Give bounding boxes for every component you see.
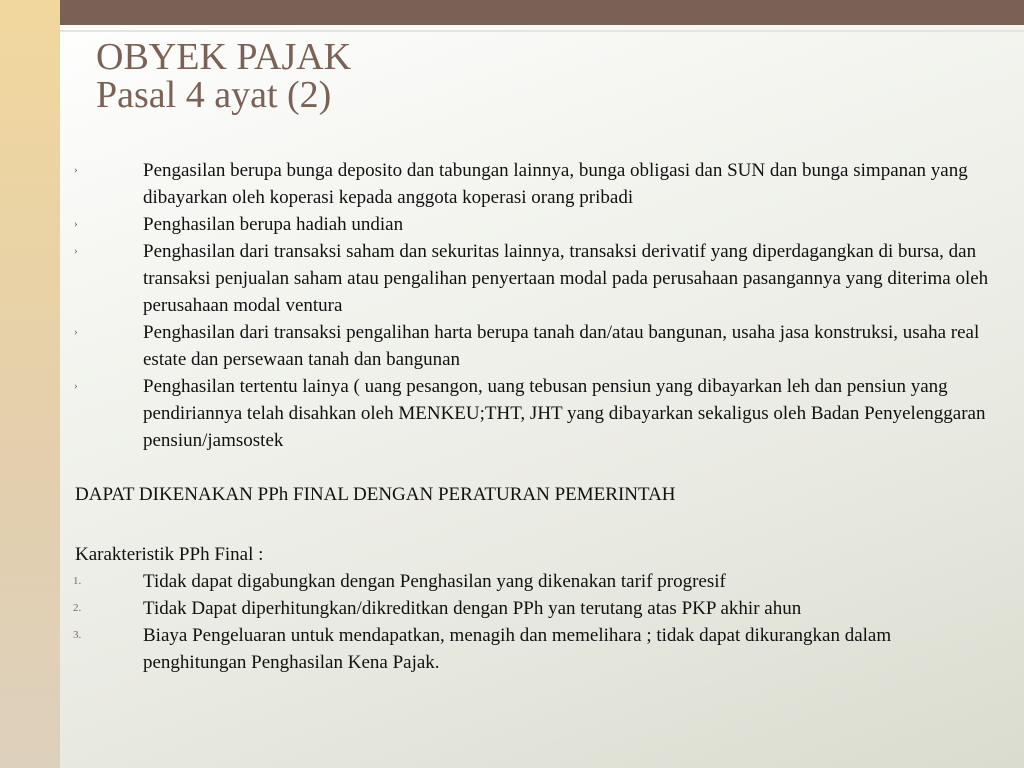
bullet-item [0, 157, 1024, 211]
top-bar [60, 0, 1024, 25]
bullet-text: Penghasilan dari transaksi saham dan sekuritas lainnya, transaksi derivatif yang diperdagangkan di bursa, dan transaksi penjualan saham atau pengalihan penyertaan modal pada perusahaan pasangannya yang diterima oleh perusahaan modal ventura [143, 241, 989, 316]
bullet-item [0, 238, 1024, 319]
item-number: 1. [73, 575, 82, 587]
numbered-item [0, 568, 1024, 595]
title-line-1: OBYEK PAJAK [96, 36, 352, 78]
bullet-item [0, 373, 1024, 454]
chevron-right-icon: › [74, 245, 78, 257]
spacer [0, 454, 1024, 481]
spacer [0, 508, 1024, 541]
top-divider [60, 30, 1024, 32]
chevron-right-icon: › [74, 218, 78, 230]
numbered-item [0, 595, 1024, 622]
chevron-right-icon: › [74, 164, 78, 176]
characteristics-heading: Karakteristik PPh Final : [75, 544, 264, 565]
bullet-item [0, 211, 1024, 238]
bullet-text: Penghasilan tertentu lainya ( uang pesangon, uang tebusan pensiun yang dibayarkan leh dan pensiun yang pendiriannya telah disahkan oleh MENKEU;THT, JHT yang dibayarkan sekaligus oleh Badan Penyelenggaran pensiun/jamsostek [143, 376, 986, 451]
numbered-item-text: Tidak dapat digabungkan dengan Penghasilan yang dikenakan tarif progresif [143, 571, 726, 592]
bullet-text: Penghasilan dari transaksi pengalihan harta berupa tanah dan/atau bangunan, usaha jasa konstruksi, usaha real estate dan persewaan tanah dan bangunan [143, 322, 980, 370]
numbered-item-text: Tidak Dapat diperhitungkan/dikreditkan dengan PPh yan terutang atas PKP akhir ahun [143, 598, 802, 619]
final-tax-statement: DAPAT DIKENAKAN PPh FINAL DENGAN PERATURAN PEMERINTAH [75, 484, 676, 505]
title-line-2: Pasal 4 ayat (2) [96, 74, 332, 116]
item-number: 3. [73, 629, 82, 641]
slide-content [0, 157, 1024, 676]
slide-title [96, 38, 351, 114]
chevron-right-icon: › [74, 326, 78, 338]
bullet-item [0, 319, 1024, 373]
chevron-right-icon: › [74, 380, 78, 392]
item-number: 2. [73, 602, 82, 614]
numbered-item [0, 622, 1024, 676]
bullet-text: Pengasilan berupa bunga deposito dan tabungan lainnya, bunga obligasi dan SUN dan bunga simpanan yang dibayarkan oleh koperasi kepada anggota koperasi orang pribadi [143, 160, 968, 208]
numbered-item-text: Biaya Pengeluaran untuk mendapatkan, menagih dan memelihara ; tidak dapat dikurangkan dalam penghitungan Penghasilan Kena Pajak. [143, 625, 892, 673]
bullet-text: Penghasilan berupa hadiah undian [143, 214, 404, 235]
